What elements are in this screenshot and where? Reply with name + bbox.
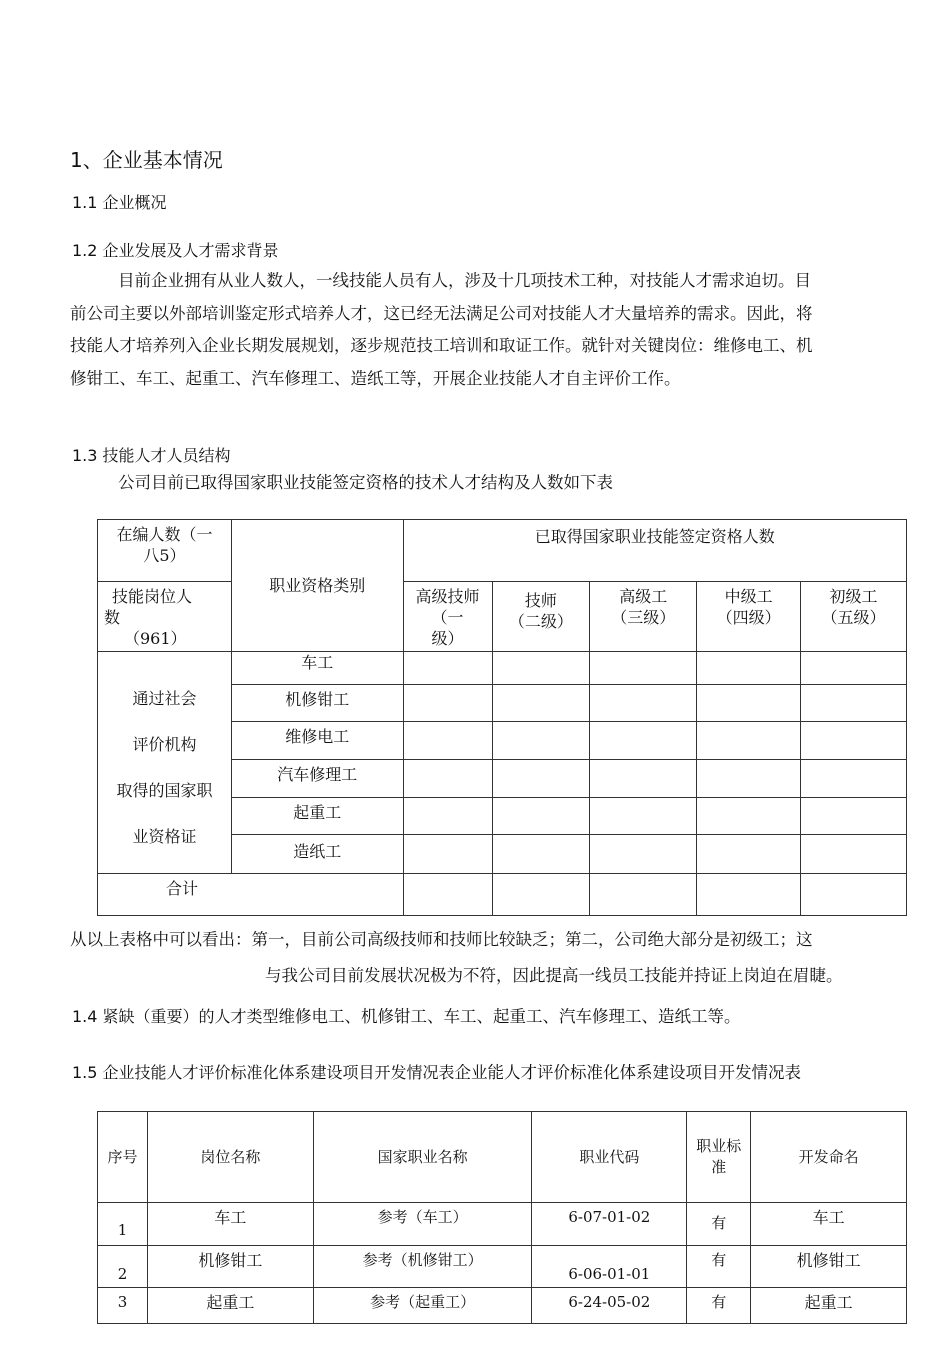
section-1-5: [72, 1059, 801, 1083]
level-line: （三级）: [611, 608, 676, 627]
section-1-title: 1、企业基本情况: [70, 148, 223, 172]
level-header-5: [801, 582, 907, 652]
section-1-5-title: 1.5 企业技能人才评价标准化体系建设项目开发情况表: [72, 1063, 455, 1082]
staff-count-cell: [98, 520, 232, 582]
occupation-cell: 车工: [231, 652, 403, 685]
skill-post-count-cell: [98, 582, 232, 652]
row-no: 3: [98, 1288, 148, 1324]
row-standard: 有: [687, 1246, 751, 1288]
section-1-4-text: 维修电工、机修钳工、车工、起重工、汽车修理工、造纸工等。: [278, 1007, 741, 1026]
row-code: 6-07-01-02: [532, 1203, 687, 1246]
level-line: 中级工: [724, 587, 773, 606]
level-header-3: [590, 582, 697, 652]
level-header-2: [492, 582, 590, 652]
level-line: 高级技师: [415, 587, 480, 606]
row-group-label: [98, 652, 232, 874]
category-header: 职业资格类别: [231, 520, 403, 652]
level-line: （一: [431, 608, 464, 627]
staff-count-line: 在编人数（一: [116, 525, 213, 544]
level-line: （五级）: [821, 608, 886, 627]
level-line: 初级工: [829, 587, 878, 606]
row-post: 机修钳工: [147, 1246, 313, 1288]
row-code: 6-06-01-01: [532, 1246, 687, 1288]
header-standard-line: 职业标: [696, 1137, 742, 1155]
section-1-3-title: 1.3 技能人才人员结构: [72, 446, 231, 465]
row-dev: 车工: [751, 1203, 907, 1246]
section-1-4: [72, 1003, 741, 1027]
row-post: 车工: [147, 1203, 313, 1246]
summary-line-2: 与我公司目前发展状况极为不符，因此提高一线员工技能并持证上岗迫在眉睫。: [265, 966, 843, 985]
project-development-table: [97, 1111, 907, 1324]
header-national: 国家职业名称: [313, 1112, 532, 1203]
row-national: 参考（车工）: [313, 1203, 532, 1246]
paragraph-line: 技能人才培养列入企业长期发展规划，逐步规范技工培训和取证工作。就针对关键岗位：维修电工、机: [70, 336, 813, 355]
occupation-cell: 起重工: [231, 798, 403, 835]
header-post: 岗位名称: [147, 1112, 313, 1203]
row-dev: 机修钳工: [751, 1246, 907, 1288]
row-post: 起重工: [147, 1288, 313, 1324]
paragraph-line: 前公司主要以外部培训鉴定形式培养人才，这已经无法满足公司对技能人才大量培养的需求。因此，将: [70, 303, 813, 323]
header-code: 职业代码: [532, 1112, 687, 1203]
section-1-2-title: 1.2 企业发展及人才需求背景: [72, 241, 279, 260]
header-dev: 开发命名: [751, 1112, 907, 1203]
occupation-cell: 汽车修理工: [231, 760, 403, 798]
level-header-4: [697, 582, 801, 652]
occupation-cell: 造纸工: [231, 835, 403, 874]
row-code: 6-24-05-02: [532, 1288, 687, 1324]
qualification-group-header: 已取得国家职业技能签定资格人数: [403, 520, 906, 582]
row-standard: 有: [687, 1288, 751, 1324]
row-national: 参考（机修钳工）: [313, 1246, 532, 1288]
header-no: 序号: [98, 1112, 148, 1203]
header-standard: [687, 1112, 751, 1203]
row-group-line: 通过社会: [132, 689, 197, 708]
total-label: 合计: [98, 874, 404, 916]
row-dev: 起重工: [751, 1288, 907, 1324]
staff-count-line: 八5）: [143, 546, 186, 565]
summary-line-1: 从以上表格中可以看出：第一，目前公司高级技师和技师比较缺乏；第二，公司绝大部分是初级工；这: [70, 930, 813, 949]
row-group-line: 业资格证: [132, 827, 197, 846]
row-no: 2: [98, 1246, 148, 1288]
level-line: （二级）: [508, 612, 573, 631]
section-1-2-paragraph: [70, 265, 936, 395]
row-standard: 有: [687, 1203, 751, 1246]
row-no: 1: [98, 1203, 148, 1246]
paragraph-line: 修钳工、车工、起重工、汽车修理工、造纸工等，开展企业技能人才自主评价工作。: [70, 368, 681, 388]
section-1-5-text: 企业能人才评价标准化体系建设项目开发情况表: [454, 1063, 802, 1082]
level-line: （四级）: [716, 608, 781, 627]
occupation-cell: 维修电工: [231, 722, 403, 760]
skill-structure-table: [97, 519, 907, 916]
level-line: 高级工: [619, 587, 668, 606]
level-line: 级）: [431, 629, 464, 648]
paragraph-line: 目前企业拥有从业人数人，一线技能人员有人，涉及十几项技术工种，对技能人才需求迫切。目: [118, 271, 811, 290]
section-1-1-title: 1.1 企业概况: [72, 193, 167, 212]
skill-post-line: （961）: [124, 629, 187, 648]
section-1-3-intro: 公司目前已取得国家职业技能签定资格的技术人才结构及人数如下表: [118, 473, 613, 492]
level-line: 技师: [524, 591, 557, 610]
skill-post-line: 数: [104, 608, 121, 627]
occupation-cell: 机修钳工: [231, 685, 403, 722]
section-1-4-title: 1.4 紧缺（重要）的人才类型: [72, 1007, 279, 1026]
row-national: 参考（起重工）: [313, 1288, 532, 1324]
level-header-1: [403, 582, 492, 652]
row-group-line: 评价机构: [132, 735, 197, 754]
header-standard-line: 准: [711, 1158, 727, 1176]
skill-post-line: 技能岗位人: [112, 587, 193, 606]
row-group-line: 取得的国家职: [116, 781, 213, 800]
